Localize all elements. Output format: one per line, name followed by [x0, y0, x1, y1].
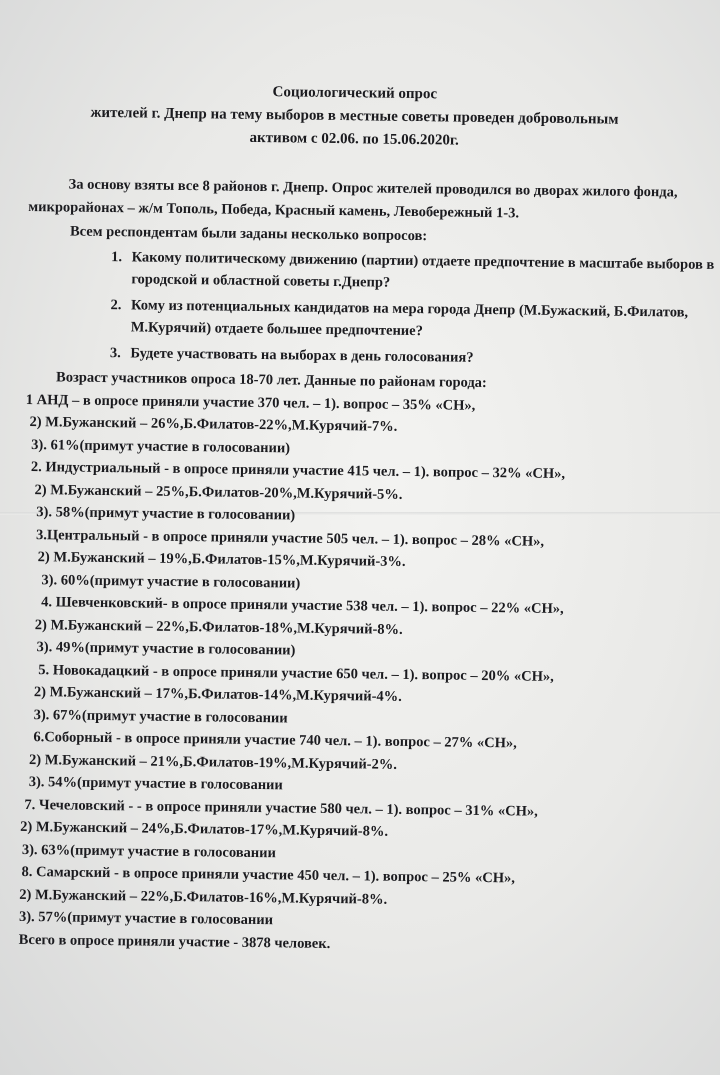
district-line-1: 8. Самарский - в опросе приняли участие 450 чел. – 1). вопрос – 25% «СН»,: [21, 863, 516, 887]
district-line-1: 7. Чечеловский - - в опросе приняли участие 580 чел. – 1). вопрос – 31% «СН»,: [24, 796, 538, 820]
district-line-1: 2. Индустриальный - в опросе приняли участие 415 чел. – 1). вопрос – 32% «СН»,: [30, 459, 566, 483]
district-line-1: 4. Шевченковский- в опросе приняли участие 538 чел. – 1). вопрос – 22% «СН»,: [41, 594, 564, 618]
district-line-2: 2) М.Бужанский – 19%,Б.Филатов-15%,М.Курячий-3%.: [37, 549, 406, 570]
district-block: [22, 658, 713, 735]
district-line-3: 3). 63%(примут участие в голосовании: [21, 841, 277, 861]
question-item: 2. Кому из потенциальных кандидатов на мера города Днепр (М.Бужаский, Б.Филатов, М.Курячий) отдаете большее предпочтение?: [125, 294, 718, 347]
age-line: Возраст участников опроса 18-70 лет. Данные по районам города:: [55, 369, 487, 392]
district-line-2: 2) М.Бужанский – 17%,Б.Филатов-14%,М.Курячий-4%.: [33, 684, 402, 705]
district-line-2: 2) М.Бужанский – 24%,Б.Филатов-17%,М.Курячий-8%.: [20, 818, 389, 840]
district-block: [19, 861, 710, 938]
district-block: [21, 726, 712, 803]
district-line-2: 2) М.Бужанский – 22%,Б.Филатов-16%,М.Курячий-8%.: [19, 886, 388, 908]
district-line-3: 3). 67%(примут участие в голосовании: [33, 706, 288, 726]
district-line-3: 3). 60%(примут участие в голосовании): [41, 571, 301, 592]
district-block: [22, 591, 713, 668]
district-line-1: 3.Центральный - в опросе приняли участие 505 чел. – 1). вопрос – 28% «СН»,: [35, 526, 545, 550]
title-line: жителей г. Днепр на тему выборов в местные советы проведен добровольным: [90, 104, 619, 128]
district-line-1: 1 АНД – в опросе приняли участие 370 чел. – 1). вопрос – 35% «СН»,: [25, 391, 476, 414]
district-line-1: 6.Соборный - в опросе приняли участие 740 чел. – 1). вопрос – 27% «СН»,: [33, 729, 517, 752]
title-line: Социологический опрос: [272, 84, 438, 103]
question-item: 1. Какому политическому движению (партии) отдаете предпочтение в масштабе выборов в городской и областной советы г.Днепр?: [125, 246, 718, 299]
document-title: [29, 78, 720, 156]
district-line-2: 2) М.Бужанский – 26%,Б.Филатов-22%,М.Курячий-7%.: [29, 414, 398, 435]
district-block: [24, 456, 715, 533]
district-block: [25, 388, 716, 465]
district-block: [20, 793, 711, 870]
district-line-3: 3). 54%(примут участие в голосовании: [28, 774, 283, 794]
district-line-2: 2) М.Бужанский – 22%,Б.Филатов-18%,М.Курячий-8%.: [34, 616, 403, 638]
district-line-3: 3). 58%(примут участие в голосовании): [36, 504, 296, 524]
document-body: [19, 78, 720, 960]
district-line-2: 2) М.Бужанский – 25%,Б.Филатов-20%,М.Курячий-5%.: [34, 481, 403, 503]
questions-lead: Всем респондентам были заданы несколько вопросов:: [69, 223, 428, 245]
district-block: [23, 523, 714, 600]
total-line: Всего в опросе приняли участие - 3878 человек.: [18, 931, 331, 952]
questions-list: [26, 244, 717, 372]
question-item: 3. Будете участвовать на выборах в день голосования?: [124, 342, 716, 372]
title-line: активом с 02.06. по 15.06.2020г.: [249, 129, 459, 149]
district-line-2: 2) М.Бужанский – 21%,Б.Филатов-19%,М.Курячий-2%.: [28, 751, 398, 773]
district-line-1: 5. Новокадацкий - в опросе приняли участие 650 чел. – 1). вопрос – 20% «СН»,: [38, 661, 554, 685]
district-line-3: 3). 49%(примут участие в голосовании): [36, 639, 296, 659]
district-line-3: 3). 57%(примут участие в голосовании: [18, 908, 274, 929]
district-line-3: 3). 61%(примут участие в голосовании): [31, 436, 291, 456]
intro-paragraph: За основу взяты все 8 районов г. Днепр. Опрос жителей проводился во дворах жилого фонда, микрорайонах – ж/м Тополь, Победа, Красный камень, Левобережный 1-3.: [28, 176, 678, 221]
